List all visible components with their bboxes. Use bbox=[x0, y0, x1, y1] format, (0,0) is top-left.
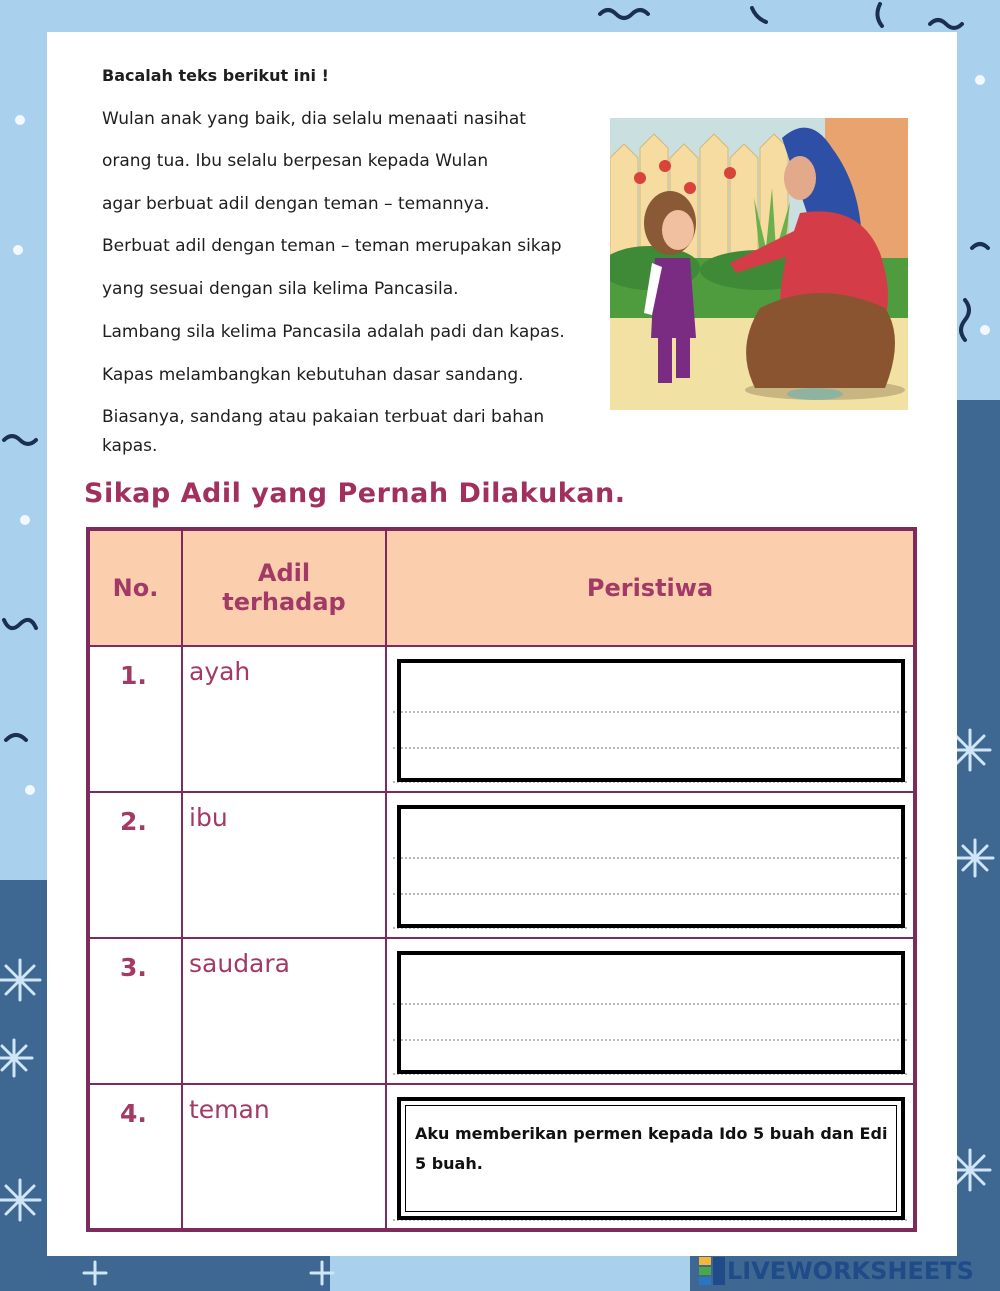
table-row bbox=[88, 938, 915, 1084]
liveworksheets-logo-icon bbox=[699, 1257, 725, 1285]
passage-line: orang tua. Ibu selalu berpesan kepada Wulan bbox=[102, 151, 489, 171]
answer-cell bbox=[386, 646, 915, 792]
passage-line: Biasanya, sandang atau pakaian terbuat dari bahan bbox=[102, 407, 545, 427]
passage-line: yang sesuai dengan sila kelima Pancasila. bbox=[102, 279, 459, 299]
header-no: No. bbox=[88, 529, 182, 646]
header-adil-terhadap-label: Adil terhadap bbox=[222, 559, 346, 616]
liveworksheets-logo bbox=[697, 1255, 997, 1287]
row-number: 1. bbox=[88, 646, 182, 792]
answer-cell bbox=[386, 938, 915, 1084]
answer-input-ibu[interactable] bbox=[397, 805, 905, 928]
fairness-table bbox=[86, 527, 917, 1232]
answer-input-saudara[interactable] bbox=[397, 951, 905, 1074]
brand-name: LIVEWORKSHEETS bbox=[727, 1257, 974, 1285]
table-title: Sikap Adil yang Pernah Dilakukan. bbox=[84, 478, 626, 509]
answer-input-teman[interactable] bbox=[397, 1097, 905, 1220]
mother-child-illustration bbox=[610, 118, 908, 410]
row-number: 4. bbox=[88, 1084, 182, 1230]
row-subject: ayah bbox=[182, 646, 386, 792]
answer-cell bbox=[386, 792, 915, 938]
table-row bbox=[88, 646, 915, 792]
row-number: 2. bbox=[88, 792, 182, 938]
passage-line: Lambang sila kelima Pancasila adalah padi dan kapas. bbox=[102, 322, 565, 342]
instruction-heading: Bacalah teks berikut ini ! bbox=[102, 66, 329, 85]
table-row bbox=[88, 1084, 915, 1230]
answer-cell bbox=[386, 1084, 915, 1230]
header-peristiwa: Peristiwa bbox=[386, 529, 915, 646]
answer-input-ayah[interactable] bbox=[397, 659, 905, 782]
table-row bbox=[88, 792, 915, 938]
row-subject: teman bbox=[182, 1084, 386, 1230]
passage-line: Wulan anak yang baik, dia selalu menaati nasihat bbox=[102, 109, 526, 129]
passage-line: agar berbuat adil dengan teman – temannya. bbox=[102, 194, 490, 214]
row-number: 3. bbox=[88, 938, 182, 1084]
passage-line: kapas. bbox=[102, 436, 158, 456]
table-header-row bbox=[88, 529, 915, 646]
passage-line: Kapas melambangkan kebutuhan dasar sandang. bbox=[102, 365, 524, 385]
passage-line: Berbuat adil dengan teman – teman merupakan sikap bbox=[102, 236, 562, 256]
row-subject: saudara bbox=[182, 938, 386, 1084]
header-adil-terhadap bbox=[182, 529, 386, 646]
answer-text: Aku memberikan permen kepada Ido 5 buah dan Edi 5 buah. bbox=[415, 1124, 888, 1173]
row-subject: ibu bbox=[182, 792, 386, 938]
